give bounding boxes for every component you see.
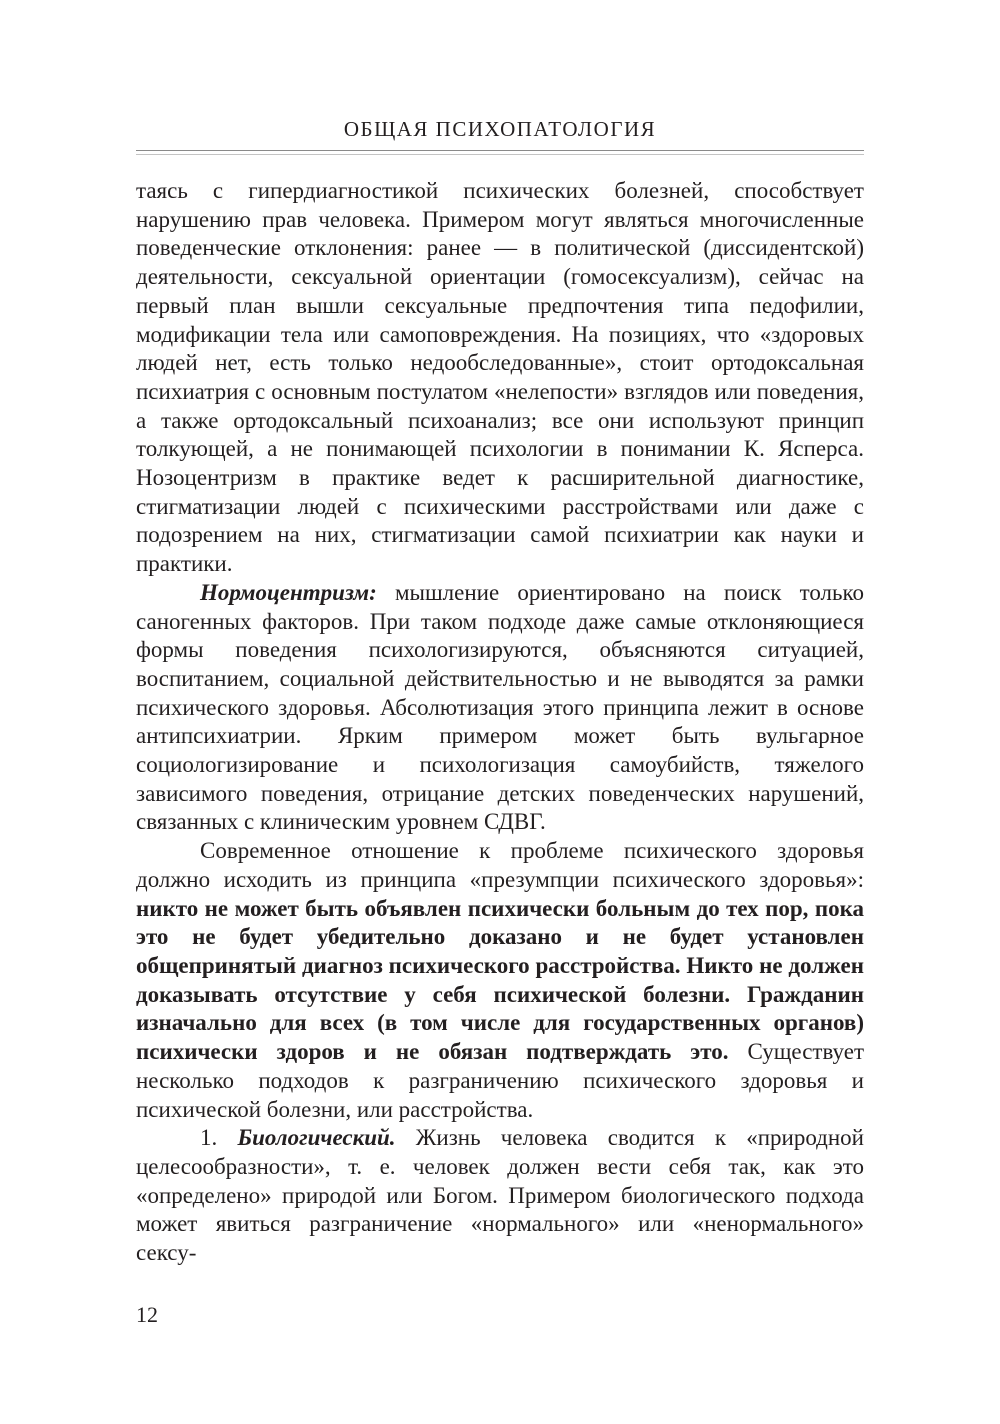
paragraph-text: таясь с гипердиагностикой психических болезней, способствует нарушению прав человека. Примером могут являться многочисленные поведенческие отклонения: ранее — в политической (диссидентской) деятельности, сексуальной ориентации (гомосексуализм), сейчас на первый план вышли сексуальные предпочтения типа педофилии, модификации тела или самоповреждения. На позициях, что «здоровых людей нет, есть только недообследованные», стоит ортодоксальная психиатрия с основным постулатом «нелепости» взглядов или поведения, а также ортодоксальный психоанализ; все они используют принцип толкующей, а не понимающей психологии в понимании К. Ясперса. Нозоцентризм в практике ведет к расширительной диагностике, стигматизации людей с психическими расстройствами или даже с подозрением на них, стигматизации самой психиатрии как науки и практики.	[136, 178, 864, 577]
paragraph-text-before: Современное отношение к проблеме психического здоровья должно исходить из принципа «презумпции психического здоровья»:	[136, 838, 864, 892]
term-normocentrism: Нормоцентризм:	[200, 579, 377, 605]
header-rule-thin	[136, 154, 864, 155]
list-number: 1.	[200, 1125, 238, 1151]
term-biological: Биологический.	[237, 1125, 396, 1151]
paragraph-text: мышление ориентировано на поиск только саногенных факторов. При таком подходе даже самые отклоняющиеся формы поведения психологизируются, объясняются ситуацией, воспитанием, социальной действительностью и не выводятся за рамки психического здоровья. Абсолютизация этого принципа лежит в основе антипсихиатрии. Ярким примером может быть вульгарное социологизирование и психологизация самоубийств, тяжелого зависимого поведения, отрицание детских поведенческих нарушений, связанных с клиническим уровнем СДВГ.	[136, 579, 864, 835]
page-body	[136, 177, 864, 1268]
paragraph-normocentrism	[136, 579, 864, 837]
page-number: 12	[136, 1302, 158, 1327]
paragraph-text: Жизнь человека сводится к «природной целесообразности», т. е. человек должен вести себя так, как это «определено» природой или Богом. Примером биологического подхода может явиться разграничение «нормального» или «ненормального» сексу-	[136, 1125, 864, 1266]
running-header-title: ОБЩАЯ ПСИХОПАТОЛОГИЯ	[343, 117, 657, 141]
paragraph-biological	[136, 1124, 864, 1268]
paragraph-text-after: Существует несколько подходов к разграничению психического здоровья и психической болезни, или расстройства.	[136, 1039, 864, 1122]
presumption-principle-bold: никто не может быть объявлен психически больным до тех пор, пока это не будет убедительно доказано и не будет установлен общепринятый диагноз психического расстройства. Никто не должен доказывать отсутствие у себя психической болезни. Гражданин изначально для всех (в том числе для государственных органов) психически здоров и не обязан подтверждать это.	[136, 895, 864, 1065]
paragraph-continuation	[136, 177, 864, 579]
paragraph-presumption	[136, 837, 864, 1124]
header-rule	[136, 150, 864, 151]
